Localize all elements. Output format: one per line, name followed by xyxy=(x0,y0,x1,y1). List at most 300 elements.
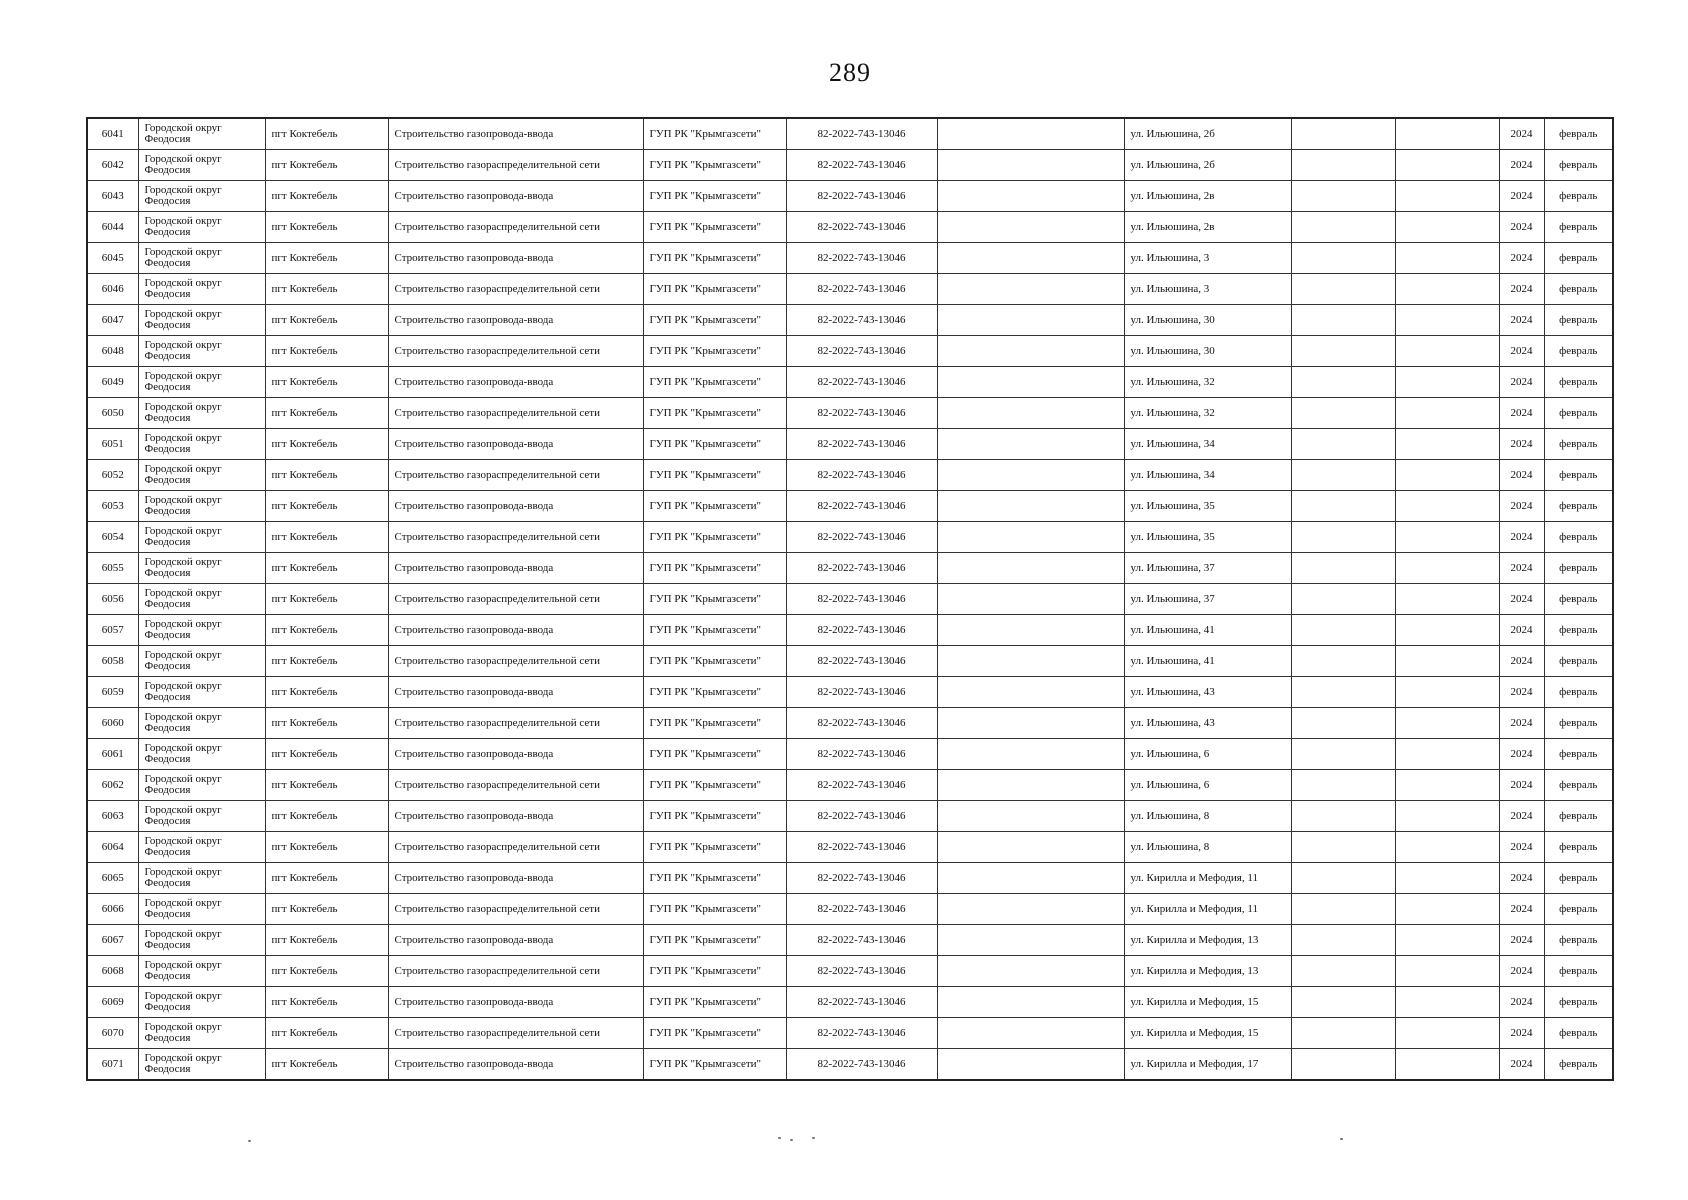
municipality-line: Городской округ xyxy=(144,649,222,661)
month-cell: февраль xyxy=(1544,118,1613,150)
year-cell: 2024 xyxy=(1499,522,1544,553)
work-type-cell: Строительство газопровода-ввода xyxy=(388,553,643,584)
page-number: 289 xyxy=(829,58,871,87)
address-cell: ул. Ильюшина, 6 xyxy=(1124,770,1291,801)
table-row xyxy=(87,429,1613,460)
program-code-cell: 82-2022-743-13046 xyxy=(786,708,937,739)
table-row xyxy=(87,646,1613,677)
municipality-line: Феодосия xyxy=(144,350,191,362)
row-number-cell: 6045 xyxy=(87,243,138,274)
program-code-cell: 82-2022-743-13046 xyxy=(786,584,937,615)
work-type-cell: Строительство газораспределительной сети xyxy=(388,832,643,863)
settlement-cell: пгт Коктебель xyxy=(265,615,388,646)
empty-cell xyxy=(937,491,1124,522)
table-row xyxy=(87,987,1613,1018)
table-row xyxy=(87,553,1613,584)
municipality-line: Городской округ xyxy=(144,990,222,1002)
address-cell: ул. Ильюшина, 2в xyxy=(1124,212,1291,243)
empty-cell xyxy=(937,150,1124,181)
municipality-cell xyxy=(138,150,265,181)
empty-cell xyxy=(1395,584,1499,615)
municipality-line: Городской округ xyxy=(144,928,222,940)
organization-cell: ГУП РК "Крымгазсети" xyxy=(643,367,786,398)
month-cell: февраль xyxy=(1544,801,1613,832)
municipality-cell xyxy=(138,181,265,212)
program-code-cell: 82-2022-743-13046 xyxy=(786,801,937,832)
year-cell: 2024 xyxy=(1499,274,1544,305)
municipality-cell xyxy=(138,1049,265,1081)
month-cell: февраль xyxy=(1544,212,1613,243)
table-row xyxy=(87,708,1613,739)
program-code-cell: 82-2022-743-13046 xyxy=(786,118,937,150)
settlement-cell: пгт Коктебель xyxy=(265,429,388,460)
address-cell: ул. Ильюшина, 43 xyxy=(1124,677,1291,708)
municipality-cell xyxy=(138,615,265,646)
empty-cell xyxy=(1395,336,1499,367)
table-row xyxy=(87,274,1613,305)
empty-cell xyxy=(937,1049,1124,1081)
empty-cell xyxy=(937,553,1124,584)
address-cell: ул. Ильюшина, 34 xyxy=(1124,460,1291,491)
program-code-cell: 82-2022-743-13046 xyxy=(786,243,937,274)
municipality-cell xyxy=(138,677,265,708)
empty-cell xyxy=(1395,429,1499,460)
organization-cell: ГУП РК "Крымгазсети" xyxy=(643,212,786,243)
empty-cell xyxy=(937,584,1124,615)
year-cell: 2024 xyxy=(1499,460,1544,491)
municipality-line: Городской округ xyxy=(144,122,222,134)
settlement-cell: пгт Коктебель xyxy=(265,367,388,398)
municipality-cell xyxy=(138,522,265,553)
municipality-line: Феодосия xyxy=(144,319,191,331)
work-type-cell: Строительство газораспределительной сети xyxy=(388,398,643,429)
municipality-line: Феодосия xyxy=(144,257,191,269)
address-cell: ул. Кирилла и Мефодия, 11 xyxy=(1124,894,1291,925)
empty-cell xyxy=(937,522,1124,553)
year-cell: 2024 xyxy=(1499,987,1544,1018)
settlement-cell: пгт Коктебель xyxy=(265,739,388,770)
year-cell: 2024 xyxy=(1499,646,1544,677)
program-code-cell: 82-2022-743-13046 xyxy=(786,646,937,677)
row-number-cell: 6063 xyxy=(87,801,138,832)
year-cell: 2024 xyxy=(1499,770,1544,801)
table-row xyxy=(87,925,1613,956)
municipality-cell xyxy=(138,584,265,615)
year-cell: 2024 xyxy=(1499,429,1544,460)
organization-cell: ГУП РК "Крымгазсети" xyxy=(643,832,786,863)
organization-cell: ГУП РК "Крымгазсети" xyxy=(643,305,786,336)
empty-cell xyxy=(937,739,1124,770)
row-number-cell: 6058 xyxy=(87,646,138,677)
program-code-cell: 82-2022-743-13046 xyxy=(786,770,937,801)
settlement-cell: пгт Коктебель xyxy=(265,770,388,801)
work-type-cell: Строительство газораспределительной сети xyxy=(388,956,643,987)
municipality-cell xyxy=(138,956,265,987)
municipality-line: Городской округ xyxy=(144,587,222,599)
table-row xyxy=(87,584,1613,615)
table-row xyxy=(87,739,1613,770)
program-code-cell: 82-2022-743-13046 xyxy=(786,150,937,181)
empty-cell xyxy=(1395,708,1499,739)
empty-cell xyxy=(1395,770,1499,801)
municipality-line: Городской округ xyxy=(144,866,222,878)
address-cell: ул. Ильюшина, 8 xyxy=(1124,832,1291,863)
registry-body xyxy=(87,118,1613,1080)
empty-cell xyxy=(1395,553,1499,584)
month-cell: февраль xyxy=(1544,460,1613,491)
empty-cell xyxy=(937,925,1124,956)
work-type-cell: Строительство газораспределительной сети xyxy=(388,460,643,491)
scan-speck xyxy=(778,1137,781,1139)
organization-cell: ГУП РК "Крымгазсети" xyxy=(643,553,786,584)
municipality-line: Феодосия xyxy=(144,1001,191,1013)
empty-cell xyxy=(1395,243,1499,274)
empty-cell xyxy=(1395,956,1499,987)
empty-cell xyxy=(1395,1049,1499,1081)
organization-cell: ГУП РК "Крымгазсети" xyxy=(643,274,786,305)
table-row xyxy=(87,212,1613,243)
municipality-cell xyxy=(138,708,265,739)
address-cell: ул. Ильюшина, 32 xyxy=(1124,398,1291,429)
month-cell: февраль xyxy=(1544,305,1613,336)
municipality-line: Феодосия xyxy=(144,691,191,703)
row-number-cell: 6067 xyxy=(87,925,138,956)
organization-cell: ГУП РК "Крымгазсети" xyxy=(643,956,786,987)
program-code-cell: 82-2022-743-13046 xyxy=(786,1049,937,1081)
table-row xyxy=(87,832,1613,863)
work-type-cell: Строительство газораспределительной сети xyxy=(388,708,643,739)
empty-cell xyxy=(937,863,1124,894)
program-code-cell: 82-2022-743-13046 xyxy=(786,460,937,491)
empty-cell xyxy=(1395,987,1499,1018)
municipality-cell xyxy=(138,429,265,460)
organization-cell: ГУП РК "Крымгазсети" xyxy=(643,770,786,801)
empty-cell xyxy=(1395,863,1499,894)
month-cell: февраль xyxy=(1544,398,1613,429)
empty-cell xyxy=(1395,305,1499,336)
empty-cell xyxy=(937,367,1124,398)
municipality-line: Городской округ xyxy=(144,835,222,847)
settlement-cell: пгт Коктебель xyxy=(265,212,388,243)
settlement-cell: пгт Коктебель xyxy=(265,336,388,367)
month-cell: февраль xyxy=(1544,491,1613,522)
work-type-cell: Строительство газораспределительной сети xyxy=(388,646,643,677)
table-row xyxy=(87,150,1613,181)
municipality-line: Феодосия xyxy=(144,505,191,517)
empty-cell xyxy=(1291,429,1395,460)
municipality-cell xyxy=(138,367,265,398)
row-number-cell: 6060 xyxy=(87,708,138,739)
empty-cell xyxy=(1291,150,1395,181)
settlement-cell: пгт Коктебель xyxy=(265,181,388,212)
municipality-line: Городской округ xyxy=(144,432,222,444)
row-number-cell: 6061 xyxy=(87,739,138,770)
registry-table xyxy=(86,117,1614,1081)
municipality-line: Городской округ xyxy=(144,959,222,971)
organization-cell: ГУП РК "Крымгазсети" xyxy=(643,708,786,739)
empty-cell xyxy=(1291,367,1395,398)
empty-cell xyxy=(1291,646,1395,677)
program-code-cell: 82-2022-743-13046 xyxy=(786,553,937,584)
empty-cell xyxy=(1395,832,1499,863)
table-row xyxy=(87,615,1613,646)
settlement-cell: пгт Коктебель xyxy=(265,832,388,863)
municipality-line: Городской округ xyxy=(144,215,222,227)
month-cell: февраль xyxy=(1544,863,1613,894)
empty-cell xyxy=(937,398,1124,429)
municipality-line: Феодосия xyxy=(144,908,191,920)
year-cell: 2024 xyxy=(1499,118,1544,150)
table-row xyxy=(87,1018,1613,1049)
empty-cell xyxy=(1395,894,1499,925)
empty-cell xyxy=(1291,956,1395,987)
empty-cell xyxy=(1291,987,1395,1018)
municipality-cell xyxy=(138,491,265,522)
month-cell: февраль xyxy=(1544,1018,1613,1049)
municipality-line: Городской округ xyxy=(144,184,222,196)
municipality-line: Городской округ xyxy=(144,308,222,320)
year-cell: 2024 xyxy=(1499,677,1544,708)
municipality-cell xyxy=(138,770,265,801)
row-number-cell: 6065 xyxy=(87,863,138,894)
month-cell: февраль xyxy=(1544,677,1613,708)
municipality-line: Городской округ xyxy=(144,711,222,723)
settlement-cell: пгт Коктебель xyxy=(265,150,388,181)
month-cell: февраль xyxy=(1544,708,1613,739)
municipality-line: Феодосия xyxy=(144,784,191,796)
settlement-cell: пгт Коктебель xyxy=(265,584,388,615)
address-cell: ул. Ильюшина, 41 xyxy=(1124,615,1291,646)
settlement-cell: пгт Коктебель xyxy=(265,677,388,708)
organization-cell: ГУП РК "Крымгазсети" xyxy=(643,584,786,615)
municipality-line: Феодосия xyxy=(144,1032,191,1044)
empty-cell xyxy=(1291,1018,1395,1049)
row-number-cell: 6057 xyxy=(87,615,138,646)
table-row xyxy=(87,305,1613,336)
empty-cell xyxy=(1291,398,1395,429)
year-cell: 2024 xyxy=(1499,243,1544,274)
year-cell: 2024 xyxy=(1499,956,1544,987)
organization-cell: ГУП РК "Крымгазсети" xyxy=(643,894,786,925)
program-code-cell: 82-2022-743-13046 xyxy=(786,894,937,925)
settlement-cell: пгт Коктебель xyxy=(265,1018,388,1049)
organization-cell: ГУП РК "Крымгазсети" xyxy=(643,987,786,1018)
organization-cell: ГУП РК "Крымгазсети" xyxy=(643,801,786,832)
organization-cell: ГУП РК "Крымгазсети" xyxy=(643,491,786,522)
year-cell: 2024 xyxy=(1499,491,1544,522)
row-number-cell: 6059 xyxy=(87,677,138,708)
program-code-cell: 82-2022-743-13046 xyxy=(786,522,937,553)
work-type-cell: Строительство газораспределительной сети xyxy=(388,150,643,181)
municipality-line: Городской округ xyxy=(144,153,222,165)
table-row xyxy=(87,522,1613,553)
empty-cell xyxy=(937,801,1124,832)
empty-cell xyxy=(1395,367,1499,398)
municipality-line: Феодосия xyxy=(144,877,191,889)
row-number-cell: 6052 xyxy=(87,460,138,491)
settlement-cell: пгт Коктебель xyxy=(265,491,388,522)
year-cell: 2024 xyxy=(1499,925,1544,956)
municipality-line: Городской округ xyxy=(144,401,222,413)
municipality-cell xyxy=(138,460,265,491)
municipality-line: Феодосия xyxy=(144,412,191,424)
table-row xyxy=(87,677,1613,708)
work-type-cell: Строительство газопровода-ввода xyxy=(388,367,643,398)
municipality-line: Феодосия xyxy=(144,226,191,238)
program-code-cell: 82-2022-743-13046 xyxy=(786,367,937,398)
row-number-cell: 6068 xyxy=(87,956,138,987)
municipality-line: Феодосия xyxy=(144,815,191,827)
empty-cell xyxy=(1291,832,1395,863)
address-cell: ул. Кирилла и Мефодия, 17 xyxy=(1124,1049,1291,1081)
address-cell: ул. Ильюшина, 2б xyxy=(1124,150,1291,181)
empty-cell xyxy=(1395,118,1499,150)
table-row xyxy=(87,367,1613,398)
program-code-cell: 82-2022-743-13046 xyxy=(786,739,937,770)
month-cell: февраль xyxy=(1544,956,1613,987)
municipality-line: Феодосия xyxy=(144,288,191,300)
year-cell: 2024 xyxy=(1499,708,1544,739)
year-cell: 2024 xyxy=(1499,832,1544,863)
program-code-cell: 82-2022-743-13046 xyxy=(786,336,937,367)
row-number-cell: 6041 xyxy=(87,118,138,150)
year-cell: 2024 xyxy=(1499,1018,1544,1049)
municipality-line: Феодосия xyxy=(144,474,191,486)
empty-cell xyxy=(1291,181,1395,212)
month-cell: февраль xyxy=(1544,894,1613,925)
empty-cell xyxy=(1395,646,1499,677)
month-cell: февраль xyxy=(1544,522,1613,553)
month-cell: февраль xyxy=(1544,243,1613,274)
work-type-cell: Строительство газопровода-ввода xyxy=(388,863,643,894)
municipality-line: Феодосия xyxy=(144,598,191,610)
settlement-cell: пгт Коктебель xyxy=(265,460,388,491)
empty-cell xyxy=(937,181,1124,212)
empty-cell xyxy=(937,274,1124,305)
table-row xyxy=(87,801,1613,832)
municipality-cell xyxy=(138,1018,265,1049)
empty-cell xyxy=(937,118,1124,150)
row-number-cell: 6053 xyxy=(87,491,138,522)
work-type-cell: Строительство газораспределительной сети xyxy=(388,522,643,553)
scan-speck xyxy=(1340,1138,1343,1140)
organization-cell: ГУП РК "Крымгазсети" xyxy=(643,739,786,770)
empty-cell xyxy=(937,987,1124,1018)
row-number-cell: 6043 xyxy=(87,181,138,212)
municipality-line: Феодосия xyxy=(144,567,191,579)
empty-cell xyxy=(1291,243,1395,274)
empty-cell xyxy=(1395,615,1499,646)
address-cell: ул. Ильюшина, 37 xyxy=(1124,553,1291,584)
municipality-line: Городской округ xyxy=(144,1052,222,1064)
empty-cell xyxy=(1291,615,1395,646)
address-cell: ул. Ильюшина, 30 xyxy=(1124,336,1291,367)
empty-cell xyxy=(1395,925,1499,956)
work-type-cell: Строительство газопровода-ввода xyxy=(388,801,643,832)
organization-cell: ГУП РК "Крымгазсети" xyxy=(643,150,786,181)
empty-cell xyxy=(937,1018,1124,1049)
settlement-cell: пгт Коктебель xyxy=(265,274,388,305)
empty-cell xyxy=(1291,894,1395,925)
row-number-cell: 6049 xyxy=(87,367,138,398)
work-type-cell: Строительство газопровода-ввода xyxy=(388,305,643,336)
empty-cell xyxy=(1291,522,1395,553)
empty-cell xyxy=(937,894,1124,925)
municipality-line: Городской округ xyxy=(144,277,222,289)
municipality-line: Феодосия xyxy=(144,381,191,393)
empty-cell xyxy=(1291,274,1395,305)
municipality-line: Феодосия xyxy=(144,133,191,145)
table-row xyxy=(87,243,1613,274)
year-cell: 2024 xyxy=(1499,398,1544,429)
municipality-line: Феодосия xyxy=(144,629,191,641)
empty-cell xyxy=(937,212,1124,243)
municipality-line: Феодосия xyxy=(144,536,191,548)
program-code-cell: 82-2022-743-13046 xyxy=(786,987,937,1018)
month-cell: февраль xyxy=(1544,739,1613,770)
work-type-cell: Строительство газопровода-ввода xyxy=(388,677,643,708)
municipality-cell xyxy=(138,801,265,832)
row-number-cell: 6071 xyxy=(87,1049,138,1081)
settlement-cell: пгт Коктебель xyxy=(265,801,388,832)
municipality-cell xyxy=(138,646,265,677)
municipality-cell xyxy=(138,894,265,925)
empty-cell xyxy=(1291,460,1395,491)
empty-cell xyxy=(1291,118,1395,150)
year-cell: 2024 xyxy=(1499,305,1544,336)
empty-cell xyxy=(1291,305,1395,336)
organization-cell: ГУП РК "Крымгазсети" xyxy=(643,460,786,491)
row-number-cell: 6046 xyxy=(87,274,138,305)
empty-cell xyxy=(1291,212,1395,243)
table-row xyxy=(87,956,1613,987)
organization-cell: ГУП РК "Крымгазсети" xyxy=(643,243,786,274)
table-row xyxy=(87,491,1613,522)
row-number-cell: 6070 xyxy=(87,1018,138,1049)
empty-cell xyxy=(1395,181,1499,212)
year-cell: 2024 xyxy=(1499,553,1544,584)
program-code-cell: 82-2022-743-13046 xyxy=(786,925,937,956)
work-type-cell: Строительство газопровода-ввода xyxy=(388,491,643,522)
month-cell: февраль xyxy=(1544,367,1613,398)
year-cell: 2024 xyxy=(1499,212,1544,243)
year-cell: 2024 xyxy=(1499,894,1544,925)
organization-cell: ГУП РК "Крымгазсети" xyxy=(643,646,786,677)
month-cell: февраль xyxy=(1544,615,1613,646)
municipality-cell xyxy=(138,553,265,584)
municipality-line: Феодосия xyxy=(144,443,191,455)
municipality-cell xyxy=(138,739,265,770)
address-cell: ул. Кирилла и Мефодия, 15 xyxy=(1124,1018,1291,1049)
program-code-cell: 82-2022-743-13046 xyxy=(786,181,937,212)
address-cell: ул. Ильюшина, 35 xyxy=(1124,491,1291,522)
municipality-line: Городской округ xyxy=(144,897,222,909)
municipality-cell xyxy=(138,925,265,956)
empty-cell xyxy=(1395,150,1499,181)
municipality-cell xyxy=(138,398,265,429)
program-code-cell: 82-2022-743-13046 xyxy=(786,212,937,243)
row-number-cell: 6062 xyxy=(87,770,138,801)
empty-cell xyxy=(937,770,1124,801)
municipality-line: Феодосия xyxy=(144,1063,191,1075)
municipality-line: Городской округ xyxy=(144,246,222,258)
work-type-cell: Строительство газораспределительной сети xyxy=(388,770,643,801)
municipality-line: Городской округ xyxy=(144,773,222,785)
empty-cell xyxy=(937,832,1124,863)
table-row xyxy=(87,181,1613,212)
year-cell: 2024 xyxy=(1499,336,1544,367)
month-cell: февраль xyxy=(1544,584,1613,615)
